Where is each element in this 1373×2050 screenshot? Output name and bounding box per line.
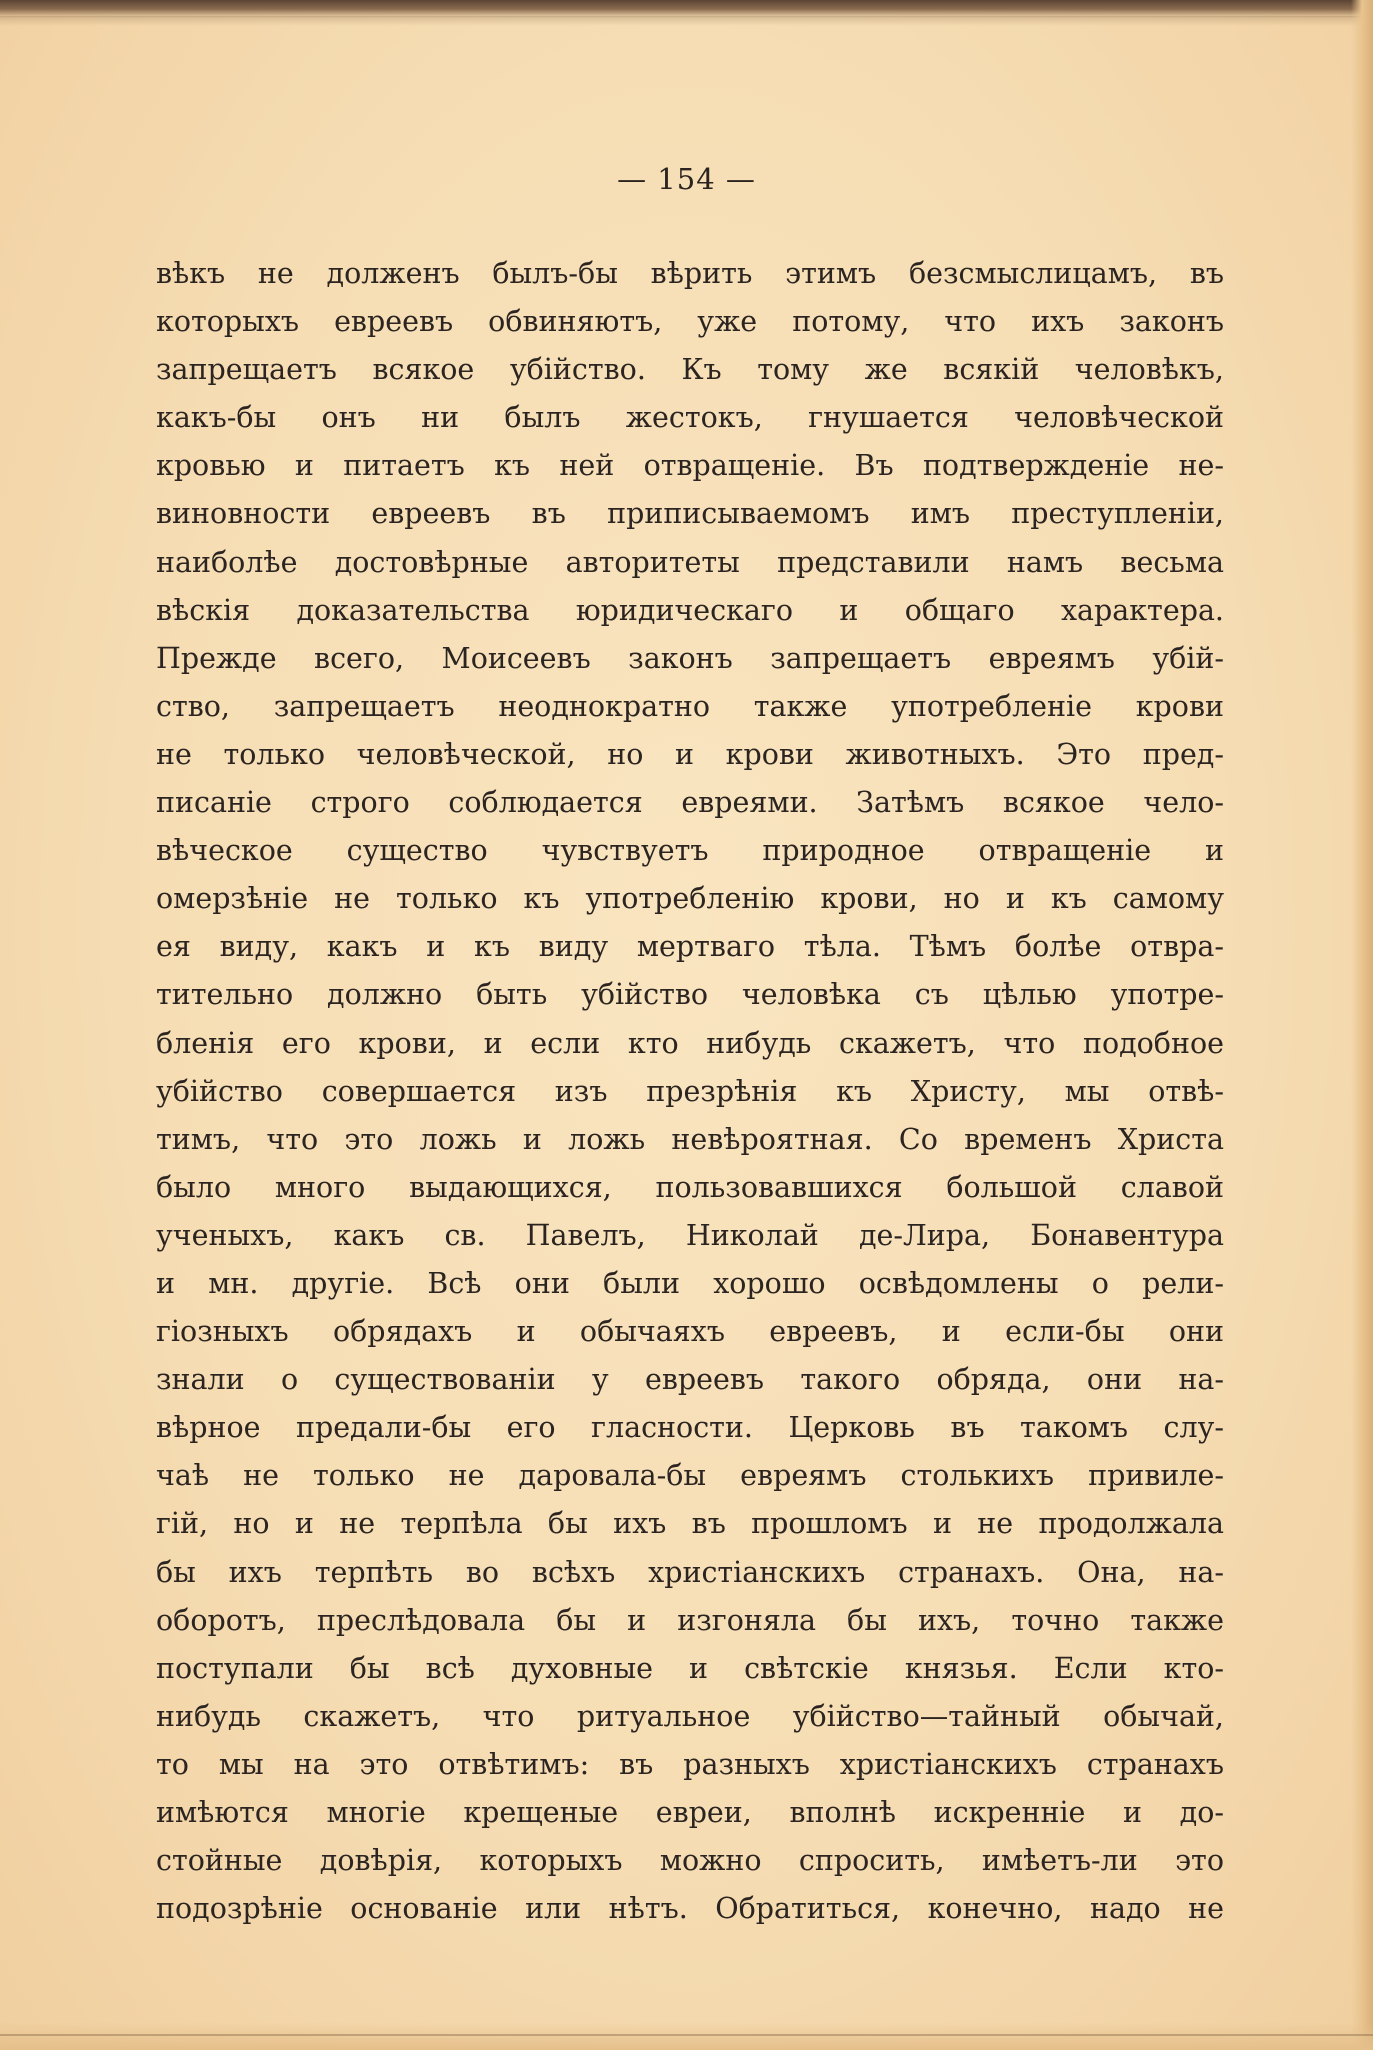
text-line: которыхъ евреевъ обвиняютъ, уже потому, что ихъ законъ xyxy=(156,305,1224,339)
text-line: оборотъ, преслѣдовала бы и изгоняла бы ихъ, точно также xyxy=(156,1603,1224,1637)
text-line: бы ихъ терпѣть во всѣхъ христіанскихъ странахъ. Она, на- xyxy=(156,1555,1224,1589)
text-line: запрещаетъ всякое убійство. Къ тому же всякій человѣкъ, xyxy=(156,353,1224,387)
text-line: виновности евреевъ въ приписываемомъ имъ преступленіи, xyxy=(156,497,1224,531)
text-line: стойные довѣрія, которыхъ можно спросить, имѣетъ-ли это xyxy=(156,1844,1224,1878)
text-line: Прежде всего, Моисеевъ законъ запрещаетъ евреямъ убій- xyxy=(156,641,1224,675)
text-line: какъ-бы онъ ни былъ жестокъ, гнушается человѣческой xyxy=(156,401,1224,435)
text-line: ство, запрещаетъ неоднократно также употребленіе крови xyxy=(156,689,1224,723)
text-line: убійство совершается изъ презрѣнія къ Христу, мы отвѣ- xyxy=(156,1074,1224,1108)
text-line: вѣрное предали-бы его гласности. Церковь въ такомъ слу- xyxy=(156,1411,1224,1445)
text-line: подозрѣніе основаніе или нѣтъ. Обратиться, конечно, надо не xyxy=(156,1892,1224,1926)
text-line: вѣкъ не долженъ былъ-бы вѣрить этимъ безсмыслицамъ, въ xyxy=(156,257,1224,290)
text-line: кровью и питаетъ къ ней отвращеніе. Въ подтвержденіе не- xyxy=(156,449,1224,483)
text-line: нибудь скажетъ, что ритуальное убійство—тайный обычай, xyxy=(156,1699,1224,1733)
page-bottom-edge xyxy=(0,2022,1373,2050)
text-line: омерзѣніе не только къ употребленію крови, но и къ самому xyxy=(156,882,1224,916)
text-line: знали о существованіи у евреевъ такого обряда, они на- xyxy=(156,1363,1224,1397)
text-line: бленія его крови, и если кто нибудь скажетъ, что подобное xyxy=(156,1026,1224,1060)
text-line: чаѣ не только не даровала-бы евреямъ столькихъ привиле- xyxy=(156,1459,1224,1493)
page-bottom-line xyxy=(0,2034,1373,2036)
text-line: тительно должно быть убійство человѣка съ цѣлью употре- xyxy=(156,978,1224,1012)
page-top-shadow xyxy=(0,16,1373,26)
text-line: наиболѣе достовѣрные авторитеты представили намъ весьма xyxy=(156,545,1224,579)
text-line: писаніе строго соблюдается евреями. Затѣмъ всякое чело- xyxy=(156,786,1224,820)
text-line: гій, но и не терпѣла бы ихъ въ прошломъ и не продолжала xyxy=(156,1507,1224,1541)
text-line: не только человѣческой, но и крови животныхъ. Это пред- xyxy=(156,737,1224,771)
text-line: вѣческое существо чувствуетъ природное отвращеніе и xyxy=(156,834,1224,868)
text-line: было много выдающихся, пользовавшихся большой славой xyxy=(156,1170,1224,1204)
text-line: то мы на это отвѣтимъ: въ разныхъ христіанскихъ странахъ xyxy=(156,1747,1224,1781)
page-right-edge xyxy=(1351,0,1373,2050)
text-line: ея виду, какъ и къ виду мертваго тѣла. Тѣмъ болѣе отвра- xyxy=(156,930,1224,964)
text-line: гіозныхъ обрядахъ и обычаяхъ евреевъ, и если-бы они xyxy=(156,1315,1224,1349)
body-text xyxy=(156,250,1224,1933)
text-line: тимъ, что это ложь и ложь невѣроятная. Со временъ Христа xyxy=(156,1122,1224,1156)
page-number: — 154 — xyxy=(617,162,756,196)
text-line: вѣскія доказательства юридическаго и общаго характера. xyxy=(156,593,1224,627)
text-line: ученыхъ, какъ св. Павелъ, Николай де-Лира, Бонавентура xyxy=(156,1218,1224,1252)
text-line: поступали бы всѣ духовные и свѣтскіе князья. Если кто- xyxy=(156,1651,1224,1685)
text-line: имѣются многіе крещеные евреи, вполнѣ искренніе и до- xyxy=(156,1796,1224,1829)
text-line: и мн. другіе. Всѣ они были хорошо освѣдомлены о рели- xyxy=(156,1266,1224,1300)
